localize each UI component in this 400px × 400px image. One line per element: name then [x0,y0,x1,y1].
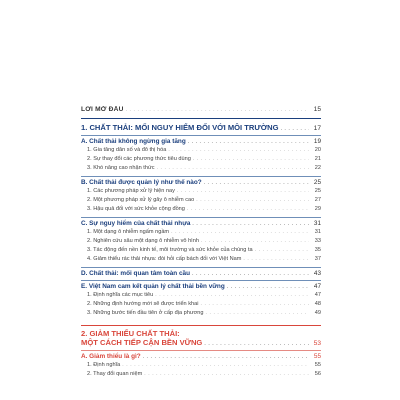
toc-section-page: 31 [313,220,321,227]
toc-section-page: 19 [313,138,321,145]
toc-section-title: A. Giảm thiểu là gì? [81,353,141,360]
toc-item[interactable] [81,155,321,164]
leader-dots [204,341,309,347]
toc-section-title: A. Chất thải không ngừng gia tăng [81,138,186,145]
leader-dots [155,291,309,300]
toc-section-page: 55 [313,353,321,360]
toc-item[interactable] [81,246,321,255]
toc-item-title: 1. Một dạng ô nhiễm ngấm ngầm [87,229,170,235]
toc-item-title: 2. Những định hướng mới sẽ được triển khai [87,301,199,307]
table-of-contents [81,106,321,379]
leader-dots [193,155,309,164]
toc-part-2-sections [81,350,321,379]
toc-item[interactable] [81,361,321,370]
toc-item-title: 1. Định nghĩa các mục tiêu [87,292,154,298]
toc-section[interactable] [81,350,321,360]
toc-section-page: 47 [313,283,321,290]
leader-dots [126,107,309,113]
toc-section[interactable] [81,135,321,145]
toc-section-title: C. Sự nguy hiểm của chất thải nhựa [81,220,191,227]
toc-item[interactable] [81,187,321,196]
toc-item[interactable] [81,300,321,309]
toc-part-1-sections [81,135,321,318]
leader-dots [177,187,309,196]
leader-dots [201,237,309,246]
leader-dots [204,180,309,186]
toc-item-title: 1. Các phương pháp xử lý hiện nay [87,188,175,194]
toc-part-1-page: 17 [313,125,321,132]
toc-part-2[interactable] [81,325,321,347]
toc-item-title: 2. Thay đổi quan niệm [87,371,143,377]
toc-item[interactable] [81,291,321,300]
toc-item[interactable] [81,205,321,214]
toc-item-title: 4. Giảm thiểu rác thải nhựa: đòi hỏi cấp bách đối với Việt Nam [87,256,242,262]
toc-item-title: 3. Khó nâng cao nhận thức [87,165,155,171]
toc-item-page: 29 [314,206,321,212]
toc-item[interactable] [81,228,321,237]
toc-item-page: 37 [314,256,321,262]
leader-dots [200,300,309,309]
toc-item-page: 33 [314,238,321,244]
toc-item-title: 3. Tác động đến nền kinh tế, môi trường và sức khỏe của chúng ta [87,247,253,253]
toc-item-page: 49 [314,310,321,316]
toc-item[interactable] [81,370,321,379]
toc-item[interactable] [81,196,321,205]
toc-item-page: 55 [314,362,321,368]
toc-item-title: 1. Định nghĩa [87,362,121,368]
leader-dots [243,255,309,264]
leader-dots [144,370,309,379]
toc-item-page: 27 [314,197,321,203]
leader-dots [122,361,309,370]
toc-part-1-title: 1. CHẤT THẢI: MỐI NGUY HIỂM ĐỐI VỚI MÔI TRƯỜNG [81,123,279,132]
toc-section-title: B. Chất thải được quản lý như thế nào? [81,179,202,186]
leader-dots [192,271,309,277]
toc-section[interactable] [81,217,321,227]
leader-dots [188,139,309,145]
toc-part-2-title-line2: MỘT CÁCH TIẾP CẬN BỀN VỮNG [81,338,203,347]
toc-section-page: 25 [313,179,321,186]
toc-section-title: E. Việt Nam cam kết quản lý chất thải bền vững [81,283,225,290]
toc-item-page: 21 [314,156,321,162]
toc-item-page: 47 [314,292,321,298]
toc-section-title: D. Chất thải: mối quan tâm toàn cầu [81,270,191,277]
toc-intro[interactable] [81,106,321,113]
leader-dots [255,246,309,255]
toc-part-2-page: 53 [313,340,321,347]
toc-item-page: 31 [314,229,321,235]
toc-item-page: 35 [314,247,321,253]
toc-item[interactable] [81,164,321,173]
toc-section[interactable] [81,280,321,290]
leader-dots [227,284,309,290]
leader-dots [143,354,309,360]
leader-dots [205,309,309,318]
leader-dots [192,221,309,227]
leader-dots [168,146,309,155]
toc-item-title: 3. Hậu quả đối với sức khỏe cộng đồng [87,206,185,212]
toc-item-title: 3. Những bước tiến đầu tiên ở cấp địa phương [87,310,204,316]
toc-item-title: 1. Gia tăng dân số và đô thị hóa [87,147,167,153]
leader-dots [171,228,309,237]
toc-item[interactable] [81,146,321,155]
toc-item-page: 20 [314,147,321,153]
toc-part-2-title-row [81,338,321,347]
toc-item-page: 22 [314,165,321,171]
leader-dots [157,164,309,173]
toc-item-title: 2. Sự thay đổi các phương thức tiêu dùng [87,156,191,162]
toc-intro-title: LỜI MỞ ĐẦU [81,106,124,113]
leader-dots [187,205,309,214]
toc-item[interactable] [81,255,321,264]
leader-dots [196,196,309,205]
toc-item[interactable] [81,237,321,246]
toc-item-page: 56 [314,371,321,377]
toc-part-2-title-line1: 2. GIẢM THIỂU CHẤT THẢI: [81,329,180,338]
toc-section-page: 43 [313,270,321,277]
toc-section[interactable] [81,176,321,186]
toc-item-page: 48 [314,301,321,307]
toc-item-page: 25 [314,188,321,194]
toc-intro-page: 15 [313,106,321,113]
toc-section[interactable] [81,267,321,277]
toc-item[interactable] [81,309,321,318]
leader-dots [281,126,309,132]
toc-item-title: 2. Một phương pháp xử lý gây ô nhiễm cao [87,197,195,203]
toc-item-title: 2. Nghiên cứu sâu một dạng ô nhiễm vô hình [87,238,199,244]
toc-part-1[interactable] [81,118,321,132]
